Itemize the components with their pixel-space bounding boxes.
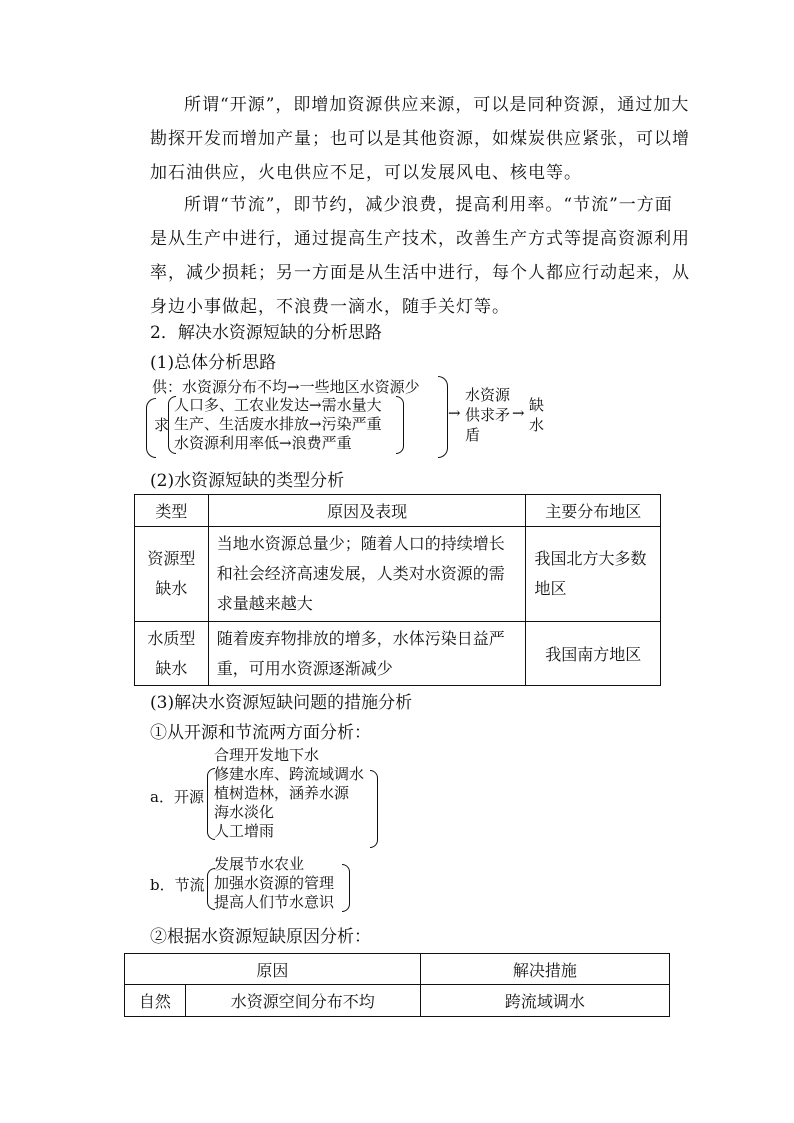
- table-header-cell: 类型: [135, 495, 209, 527]
- flow-supply-line: 供：水资源分布不均→一些地区水资源少: [152, 378, 420, 396]
- brace-right-icon: [370, 770, 378, 848]
- flow-arrow-1: →: [448, 404, 461, 422]
- table-row: [125, 985, 670, 1017]
- subheading-measures: (3)解决水资源短缺问题的措施分析: [150, 693, 413, 713]
- category-cell: 自然: [125, 985, 186, 1017]
- kaiyuan-item: 合理开发地下水: [214, 746, 320, 764]
- jieliu-item: 加强水资源的管理: [214, 874, 335, 892]
- shortage-type-table: [134, 494, 661, 686]
- paragraph-kaiyuan: 所谓“开源”，即增加资源供应来源，可以是同种资源，通过加大勘探开发而增加产量；也可以是其他资源，如煤炭供应紧张，可以增加石油供应，火电供应不足，可以发展风电、核电等。: [150, 95, 690, 183]
- table-row: [135, 622, 661, 686]
- jieliu-label: b．节流: [150, 876, 205, 894]
- cause-measure-table: [124, 953, 670, 1017]
- table-header-cell: 主要分布地区: [526, 495, 661, 527]
- paragraph-jieliu: 所谓“节流”，即节约，减少浪费，提高利用率。“节流”一方面是从生产中进行，通过提高生产技术，改善生产方式等提高资源利用率，减少损耗；另一方面是从生活中进行，每个人都应行动起来，从身边小事做起，不浪费一滴水，随手关灯等。: [150, 195, 690, 317]
- measure-cell: 跨流域调水: [420, 985, 669, 1017]
- table-header-cell: 解决措施: [420, 954, 669, 985]
- jieliu-item: 提高人们节水意识: [214, 893, 335, 911]
- flow-demand-item: 水资源利用率低→浪费严重: [174, 434, 352, 452]
- region-cell: 我国北方大多数地区: [526, 527, 661, 622]
- kaiyuan-label: a．开源: [150, 788, 204, 806]
- kaiyuan-item: 植树造林，涵养水源: [214, 784, 350, 802]
- flow-demand-label: 求: [154, 416, 170, 434]
- table-header-cell: 原因及表现: [208, 495, 526, 527]
- flow-middle-line: 水资源: [465, 386, 511, 404]
- subheading-overall: (1)总体分析思路: [150, 353, 277, 373]
- flow-middle-line: 供求矛: [465, 406, 511, 424]
- brace-right-icon: [342, 864, 350, 912]
- kaiyuan-item: 人工增雨: [214, 822, 275, 840]
- type-cell: 水质型缺水: [135, 622, 209, 686]
- section-heading: 2．解决水资源短缺的分析思路: [150, 323, 382, 343]
- subheading-by-cause: ②根据水资源短缺原因分析：: [150, 927, 371, 947]
- type-cell: 资源型缺水: [135, 527, 209, 622]
- brace-right-icon: [438, 376, 448, 458]
- subheading-kaiyuan-jieliu: ①从开源和节流两方面分析：: [150, 723, 371, 743]
- table-header-cell: 原因: [125, 954, 421, 985]
- reason-cell: 水资源空间分布不均: [185, 985, 420, 1017]
- kaiyuan-item: 海水淡化: [214, 803, 275, 821]
- brace-inner-right-icon: [396, 396, 404, 454]
- flow-arrow-2: →: [512, 404, 525, 422]
- flow-demand-item: 生产、生活废水排放→污染严重: [174, 415, 382, 433]
- table-header-row: [125, 954, 670, 985]
- region-cell: 我国南方地区: [526, 622, 661, 686]
- jieliu-item: 发展节水农业: [214, 855, 305, 873]
- flow-result-line: 缺: [529, 396, 545, 414]
- kaiyuan-item: 修建水库、跨流域调水: [214, 765, 365, 783]
- flow-middle-line: 盾: [465, 426, 481, 444]
- subheading-types: (2)水资源短缺的类型分析: [150, 471, 345, 491]
- flow-demand-item: 人口多、工农业发达→需水量大: [174, 396, 382, 414]
- flow-result-line: 水: [529, 416, 545, 434]
- table-header-row: [135, 495, 661, 527]
- reason-cell: 当地水资源总量少；随着人口的持续增长和社会经济高速发展，人类对水资源的需求量越来越大: [208, 527, 526, 622]
- reason-cell: 随着废弃物排放的增多，水体污染日益严重，可用水资源逐渐减少: [208, 622, 526, 686]
- table-row: [135, 527, 661, 622]
